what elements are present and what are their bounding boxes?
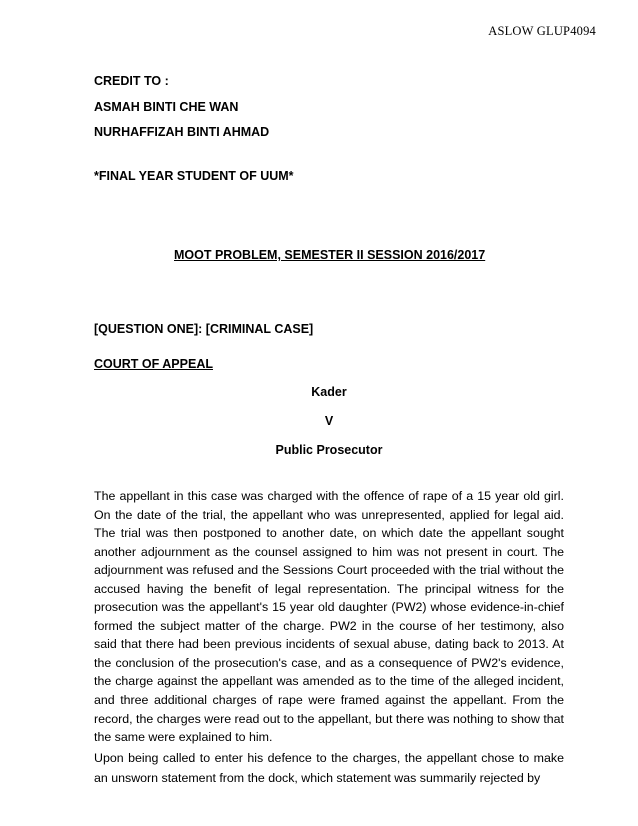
credit-heading: CREDIT TO :: [94, 74, 169, 88]
court-heading: COURT OF APPEAL: [94, 357, 213, 371]
party-versus: V: [324, 414, 334, 428]
question-heading: [QUESTION ONE]: [CRIMINAL CASE]: [94, 322, 314, 336]
document-code: ASLOW GLUP4094: [488, 24, 596, 38]
document-title: MOOT PROBLEM, SEMESTER II SESSION 2016/2017: [174, 248, 486, 262]
paragraph-defence: Upon being called to enter his defence to the charges, the appellant chose to make an unsworn statement from the dock, which statement was summarily rejected by: [94, 750, 564, 786]
party-respondent: Public Prosecutor: [275, 443, 383, 457]
party-appellant: Kader: [311, 385, 347, 399]
paragraph-facts: The appellant in this case was charged with the offence of rape of a 15 year old girl. On the date of the trial, the appellant who was unrepresented, applied for legal aid. The trial was then postponed to another date, on which date the appellant sought another adjournment as the counsel assigned to him was not present in court. The adjournment was refused and the Sessions Court proceeded with the trial without the accused having the benefit of legal representation. The principal witness for the prosecution was the appellant's 15 year old daughter (PW2) whose evidence-in-chief formed the subject matter of the charge. PW2 in the course of her testimony, also said that there had been previous incidents of sexual abuse, dating back to 2013. At the conclusion of the prosecution's case, and as a consequence of PW2's evidence, the charge against the appellant was amended as to the time of the alleged incident, and three additional charges of rape were framed against the appellant. From the record, the charges were read out to the appellant, but there was nothing to show that the same were explained to him.: [94, 489, 564, 745]
credit-note: *FINAL YEAR STUDENT OF UUM*: [94, 169, 294, 183]
credit-name-1: ASMAH BINTI CHE WAN: [94, 100, 239, 114]
case-facts: [94, 487, 564, 789]
credit-name-2: NURHAFFIZAH BINTI AHMAD: [94, 125, 270, 139]
